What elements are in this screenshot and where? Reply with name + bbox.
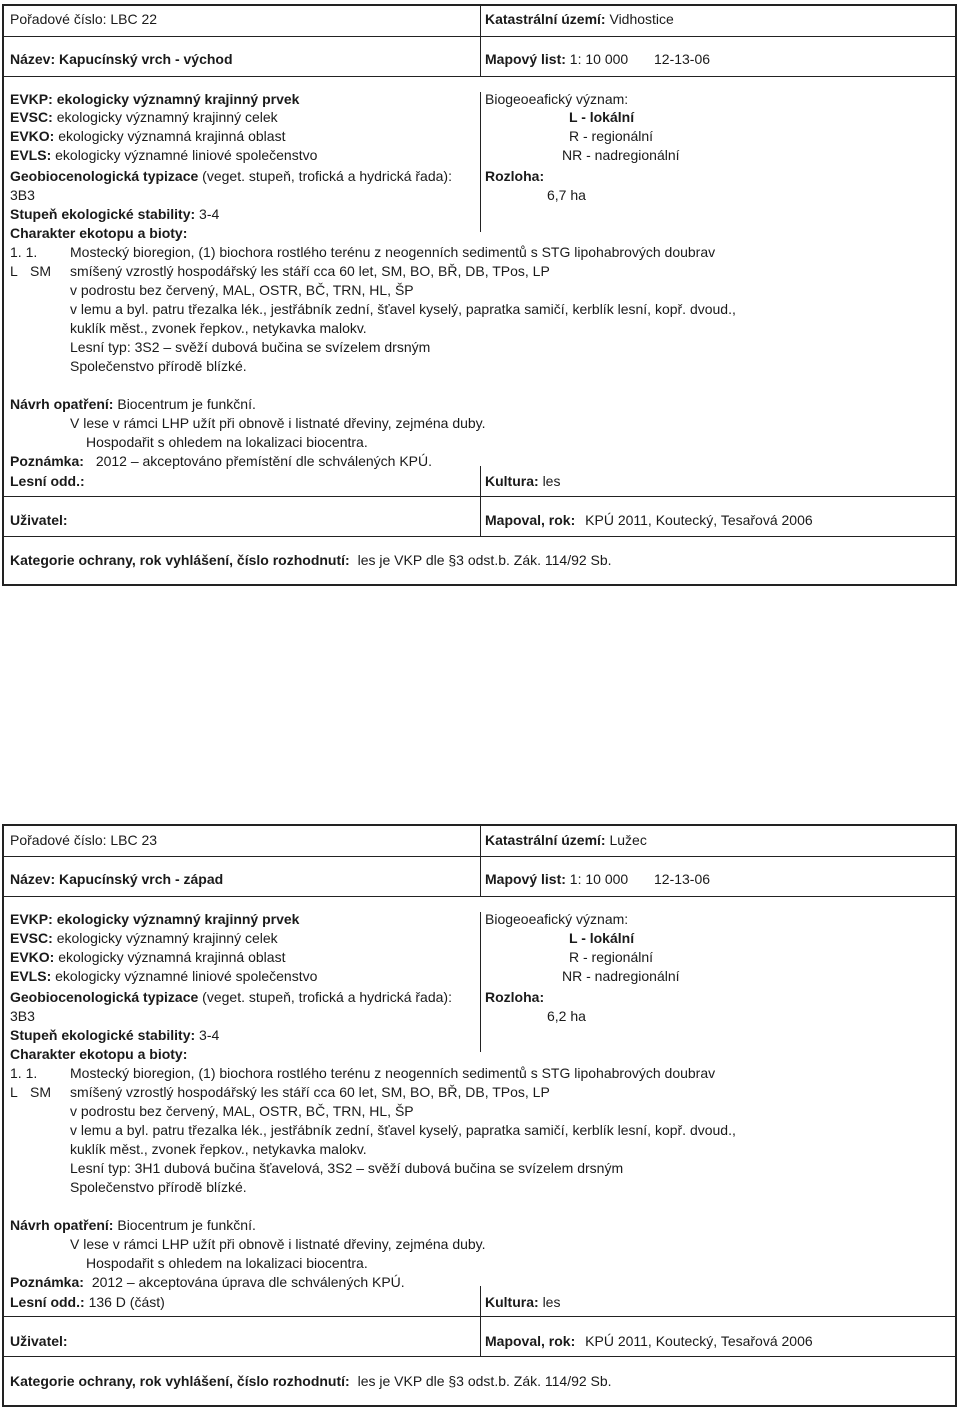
evls-text: ekologicky významné liniové společenstvo xyxy=(55,968,318,984)
evkp-text: ekologicky významný krajinný prvek xyxy=(56,911,300,927)
divider xyxy=(4,896,955,897)
mapoval-value: KPÚ 2011, Koutecký, Tesařová 2006 xyxy=(585,512,813,528)
community-note: Společenstvo přírodě blízké. xyxy=(70,1179,247,1195)
mapovy-list-scale: 1: 10 000 xyxy=(569,51,629,67)
mapoval xyxy=(485,1332,813,1350)
biogeo-regional: R - regionální xyxy=(569,128,654,144)
navrh-line-3: Hospodařit s ohledem na lokalizaci biocentra. xyxy=(86,434,368,450)
edge-vegetation-description: v lemu a byl. patru třezalka lék., jestřábník zední, šťavel kyselý, papratka samičí, kerblík lesní, kopř. dvoud., xyxy=(70,1122,736,1138)
uzivatel-label: Uživatel: xyxy=(10,1333,68,1349)
mapovy-list xyxy=(485,50,628,68)
poradove-cislo-value: LBC 23 xyxy=(110,832,158,848)
navrh-opatreni xyxy=(10,1216,256,1234)
evls-text: ekologicky významné liniové společenstvo xyxy=(55,147,318,163)
bioregion-text: Mostecký bioregion, (1) biochora rostlého terénu z neogenních sedimentů s STG lipohabrových doubrav xyxy=(70,244,716,260)
poznamka-label: Poznámka: xyxy=(10,1274,84,1290)
biogeo-supraregional: NR - nadregionální xyxy=(562,147,680,163)
evko-text: ekologicky významná krajinná oblast xyxy=(58,128,286,144)
navrh-line-3: Hospodařit s ohledem na lokalizaci biocentra. xyxy=(86,1255,368,1271)
kultura xyxy=(485,1293,560,1311)
navrh-opatreni xyxy=(10,395,256,413)
mapoval-value: KPÚ 2011, Koutecký, Tesařová 2006 xyxy=(585,1333,813,1349)
katastralni-uzemi-label: Katastrální území: xyxy=(485,832,606,848)
stabilita-row xyxy=(10,205,219,223)
navrh-value: Biocentrum je funkční. xyxy=(117,396,256,412)
lesni-odd xyxy=(10,472,85,490)
katastralni-uzemi xyxy=(485,10,674,28)
bioregion-text: Mostecký bioregion, (1) biochora rostlého terénu z neogenních sedimentů s STG lipohabrových doubrav xyxy=(70,1065,716,1081)
biogeo-local: L - lokální xyxy=(569,930,635,946)
evkp-row xyxy=(10,910,299,928)
evsc-abbr: EVSC: xyxy=(10,930,53,946)
biogeo-regional: R - regionální xyxy=(569,949,654,965)
column-divider xyxy=(480,826,481,896)
kategorie-label: Kategorie ochrany, rok vyhlášení, číslo rozhodnutí: xyxy=(10,1373,350,1389)
community-note: Společenstvo přírodě blízké. xyxy=(70,358,247,374)
evkp-text: ekologicky významný krajinný prvek xyxy=(56,91,300,107)
evko-text: ekologicky významná krajinná oblast xyxy=(58,949,286,965)
column-divider xyxy=(480,92,481,232)
kategorie-ochrany xyxy=(10,1372,612,1390)
nazev xyxy=(10,50,233,68)
charakter-label: Charakter ekotopu a bioty: xyxy=(10,1046,188,1062)
lesni-odd xyxy=(10,1293,165,1311)
kategorie-label: Kategorie ochrany, rok vyhlášení, číslo rozhodnutí: xyxy=(10,552,350,568)
forest-code-sm: SM xyxy=(30,1084,51,1100)
evko-abbr: EVKO: xyxy=(10,949,55,965)
nazev xyxy=(10,870,223,888)
undergrowth-description: v podrostu bez červený, MAL, OSTR, BČ, TRN, HL, ŠP xyxy=(70,282,414,298)
kultura xyxy=(485,472,560,490)
forest-code-l: L xyxy=(10,1084,18,1100)
stabilita-value: 3-4 xyxy=(199,1027,220,1043)
poznamka xyxy=(10,452,432,470)
poznamka xyxy=(10,1273,405,1291)
mapovy-list-scale: 1: 10 000 xyxy=(569,871,629,887)
geobio-label: Geobiocenologická typizace xyxy=(10,989,199,1005)
poradove-cislo-label: Pořadové číslo: xyxy=(10,11,107,27)
poradove-cislo xyxy=(10,831,157,849)
bioregion-code: 1. 1. xyxy=(10,1065,38,1081)
kultura-label: Kultura: xyxy=(485,1294,539,1310)
evko-row xyxy=(10,127,285,145)
column-divider xyxy=(480,6,481,76)
nazev-label: Název: xyxy=(10,871,56,887)
poradove-cislo-value: LBC 22 xyxy=(110,11,158,27)
navrh-label: Návrh opatření: xyxy=(10,1217,114,1233)
evsc-row xyxy=(10,929,278,947)
navrh-label: Návrh opatření: xyxy=(10,396,114,412)
nazev-value: Kapucínský vrch - východ xyxy=(59,51,233,67)
stand-description: smíšený vzrostlý hospodářský les stáří cca 60 let, SM, BO, BŘ, DB, TPos, LP xyxy=(70,263,550,279)
bioregion-code: 1. 1. xyxy=(10,244,38,260)
charakter-label: Charakter ekotopu a bioty: xyxy=(10,225,188,241)
uzivatel xyxy=(10,1332,68,1350)
evko-abbr: EVKO: xyxy=(10,128,55,144)
geobio-label: Geobiocenologická typizace xyxy=(10,168,199,184)
evsc-text: ekologicky významný krajinný celek xyxy=(56,109,278,125)
forest-type: Lesní typ: 3S2 – svěží dubová bučina se svízelem drsným xyxy=(70,339,431,355)
kultura-value: les xyxy=(542,473,561,489)
lesni-odd-value: 136 D (část) xyxy=(88,1294,165,1310)
biogeo-label: Biogeoeafický význam: xyxy=(485,91,629,107)
evkp-abbr: EVKP: xyxy=(10,911,53,927)
navrh-value: Biocentrum je funkční. xyxy=(117,1217,256,1233)
divider xyxy=(4,1356,955,1357)
biogeo-supraregional: NR - nadregionální xyxy=(562,968,680,984)
edge-vegetation-continued: kuklík měst., zvonek řepkov., netykavka malokv. xyxy=(70,320,367,336)
kultura-label: Kultura: xyxy=(485,473,539,489)
evsc-text: ekologicky významný krajinný celek xyxy=(56,930,278,946)
stabilita-value: 3-4 xyxy=(199,206,220,222)
kultura-value: les xyxy=(542,1294,561,1310)
evko-row xyxy=(10,948,285,966)
katastralni-uzemi xyxy=(485,831,647,849)
rozloha-label: Rozloha: xyxy=(485,168,545,184)
poradove-cislo xyxy=(10,10,157,28)
uzivatel xyxy=(10,511,68,529)
geobio-row xyxy=(10,167,452,185)
kategorie-value: les je VKP dle §3 odst.b. Zák. 114/92 Sb. xyxy=(357,552,612,568)
poznamka-label: Poznámka: xyxy=(10,453,84,469)
lesni-odd-label: Lesní odd.: xyxy=(10,473,85,489)
record-card-lbc-23 xyxy=(2,824,957,1407)
navrh-line-2: V lese v rámci LHP užít při obnově i listnaté dřeviny, zejména duby. xyxy=(70,1236,486,1252)
undergrowth-description: v podrostu bez červený, MAL, OSTR, BČ, TRN, HL, ŠP xyxy=(70,1103,414,1119)
edge-vegetation-description: v lemu a byl. patru třezalka lék., jestřábník zední, šťavel kyselý, papratka samičí, kerblík lesní, kopř. dvoud., xyxy=(70,301,736,317)
mapovy-list xyxy=(485,870,628,888)
forest-code-l: L xyxy=(10,263,18,279)
geobio-note: (veget. stupeň, trofická a hydrická řada): xyxy=(202,989,452,1005)
mapovy-list-label: Mapový list: xyxy=(485,51,566,67)
record-card-lbc-22 xyxy=(2,4,957,586)
mapovy-list-number: 12-13-06 xyxy=(654,51,711,67)
evls-row xyxy=(10,146,317,164)
evkp-abbr: EVKP: xyxy=(10,91,53,107)
column-divider xyxy=(480,1286,481,1356)
mapovy-list-label: Mapový list: xyxy=(485,871,566,887)
navrh-line-2: V lese v rámci LHP užít při obnově i listnaté dřeviny, zejména duby. xyxy=(70,415,486,431)
edge-vegetation-continued: kuklík měst., zvonek řepkov., netykavka malokv. xyxy=(70,1141,367,1157)
column-divider xyxy=(480,912,481,1052)
biogeo-label: Biogeoeafický význam: xyxy=(485,911,629,927)
column-divider xyxy=(480,466,481,536)
divider xyxy=(4,536,955,537)
nazev-label: Název: xyxy=(10,51,56,67)
katastralni-uzemi-label: Katastrální území: xyxy=(485,11,606,27)
katastralni-uzemi-value: Lužec xyxy=(609,832,647,848)
mapoval xyxy=(485,511,813,529)
evsc-row xyxy=(10,108,278,126)
evls-row xyxy=(10,967,317,985)
geobio-row xyxy=(10,988,452,1006)
rozloha-value: 6,7 ha xyxy=(547,187,586,203)
lesni-odd-label: Lesní odd.: xyxy=(10,1294,85,1310)
biogeo-local: L - lokální xyxy=(569,109,635,125)
evkp-row xyxy=(10,90,299,108)
geobio-note: (veget. stupeň, trofická a hydrická řada): xyxy=(202,168,452,184)
nazev-value: Kapucínský vrch - západ xyxy=(59,871,224,887)
stand-description: smíšený vzrostlý hospodářský les stáří cca 60 let, SM, BO, BŘ, DB, TPos, LP xyxy=(70,1084,550,1100)
stabilita-row xyxy=(10,1026,219,1044)
kategorie-ochrany xyxy=(10,551,612,569)
poradove-cislo-label: Pořadové číslo: xyxy=(10,832,107,848)
katastralni-uzemi-value: Vidhostice xyxy=(609,11,674,27)
rozloha-label: Rozloha: xyxy=(485,989,545,1005)
mapoval-label: Mapoval, rok: xyxy=(485,1333,576,1349)
uzivatel-label: Uživatel: xyxy=(10,512,68,528)
stabilita-label: Stupeň ekologické stability: xyxy=(10,1027,196,1043)
poznamka-value: 2012 – akceptováno přemístění dle schválených KPÚ. xyxy=(95,453,433,469)
geobio-value: 3B3 xyxy=(10,187,35,203)
kategorie-value: les je VKP dle §3 odst.b. Zák. 114/92 Sb. xyxy=(357,1373,612,1389)
poznamka-value: 2012 – akceptována úprava dle schválených KPÚ. xyxy=(91,1274,405,1290)
divider xyxy=(4,76,955,77)
stabilita-label: Stupeň ekologické stability: xyxy=(10,206,196,222)
geobio-value: 3B3 xyxy=(10,1008,35,1024)
mapoval-label: Mapoval, rok: xyxy=(485,512,576,528)
evls-abbr: EVLS: xyxy=(10,968,52,984)
rozloha-value: 6,2 ha xyxy=(547,1008,586,1024)
forest-code-sm: SM xyxy=(30,263,51,279)
evls-abbr: EVLS: xyxy=(10,147,52,163)
evsc-abbr: EVSC: xyxy=(10,109,53,125)
forest-type: Lesní typ: 3H1 dubová bučina šťavelová, 3S2 – svěží dubová bučina se svízelem drsným xyxy=(70,1160,624,1176)
mapovy-list-number: 12-13-06 xyxy=(654,871,711,887)
